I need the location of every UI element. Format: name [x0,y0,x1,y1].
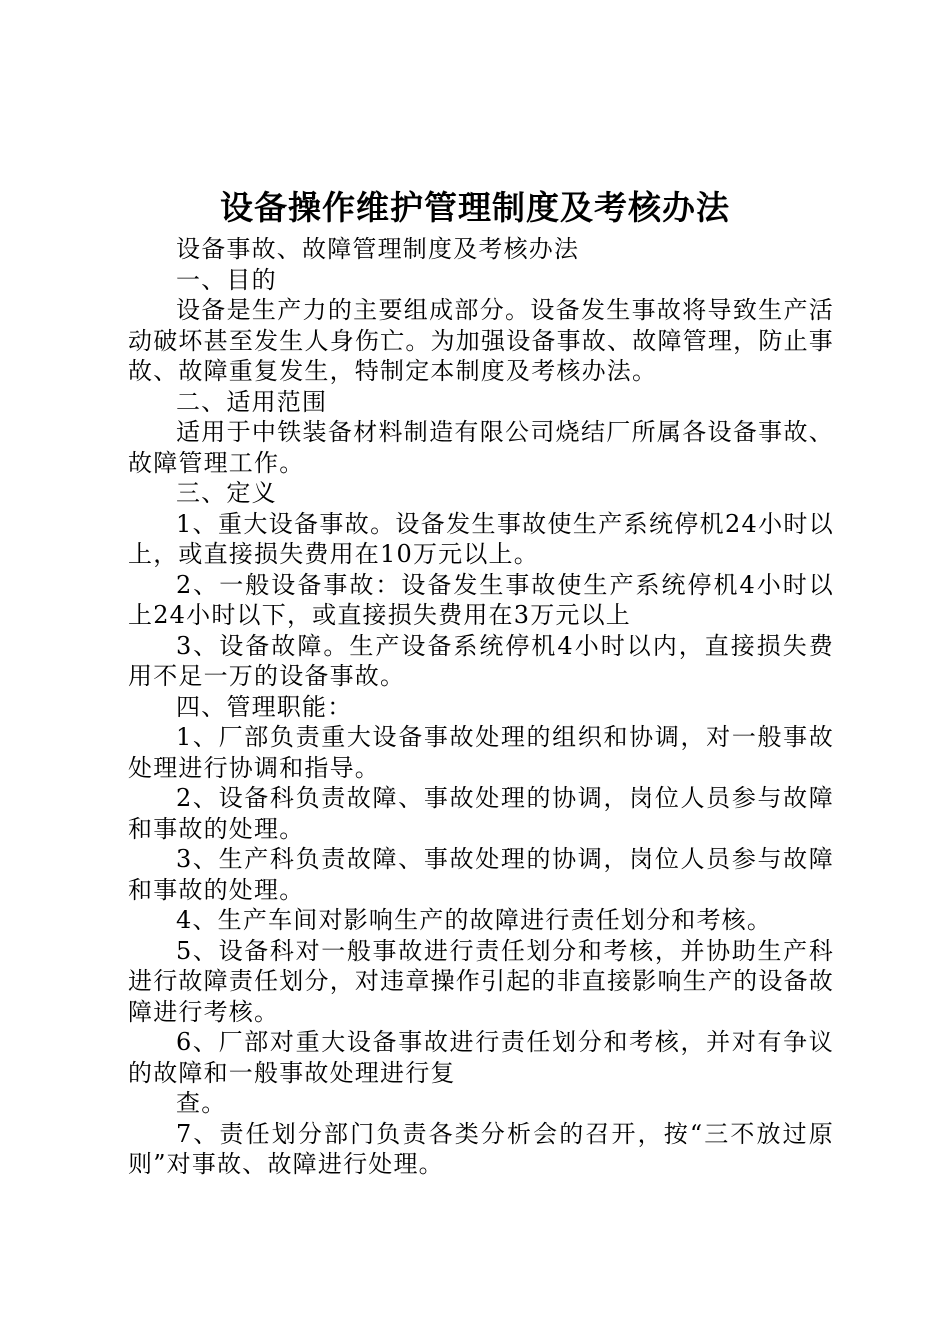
section-heading: 四、管理职能： [176,692,353,721]
document-title: 设备操作维护管理制度及考核办法 [220,188,730,227]
section-heading: 一、目的 [176,265,277,294]
list-item: 4、生产车间对影响生产的故障进行责任划分和考核。 [176,906,773,934]
list-item: 6、厂部对重大设备事故进行责任划分和考核，并对有争议的故障和一般事故处理进行复 [128,1028,834,1087]
list-item: 5、设备科对一般事故进行责任划分和考核，并协助生产科进行故障责任划分，对违章操作引起的非直接影响生产的设备故障进行考核。 [128,936,834,1026]
section-heading: 二、适用范围 [176,387,328,416]
list-item: 3、设备故障。生产设备系统停机4小时以内，直接损失费用不足一万的设备事故。 [128,631,834,690]
list-item: 2、一般设备事故：设备发生事故使生产系统停机4小时以上24小时以下，或直接损失费用在3万元以上 [128,570,834,629]
list-item: 3、生产科负责故障、事故处理的协调，岗位人员参与故障和事故的处理。 [128,845,834,904]
section-heading: 三、定义 [176,479,277,507]
document-body [128,234,834,1180]
list-item: 1、厂部负责重大设备事故处理的组织和协调，对一般事故处理进行协调和指导。 [128,723,834,782]
paragraph: 查。 [176,1089,227,1117]
paragraph: 设备是生产力的主要组成部分。设备发生事故将导致生产活动破坏甚至发生人身伤亡。为加强设备事故、故障管理，防止事故、故障重复发生，特制定本制度及考核办法。 [128,296,834,385]
paragraph: 设备事故、故障管理制度及考核办法 [176,235,580,263]
list-item: 1、重大设备事故。设备发生事故使生产系统停机24小时以上，或直接损失费用在10万元以上。 [128,509,834,568]
list-item: 7、责任划分部门负责各类分析会的召开，按“三不放过原则”对事故、故障进行处理。 [128,1119,834,1178]
list-item: 2、设备科负责故障、事故处理的协调，岗位人员参与故障和事故的处理。 [128,784,834,843]
paragraph: 适用于中铁装备材料制造有限公司烧结厂所属各设备事故、故障管理工作。 [128,418,834,477]
